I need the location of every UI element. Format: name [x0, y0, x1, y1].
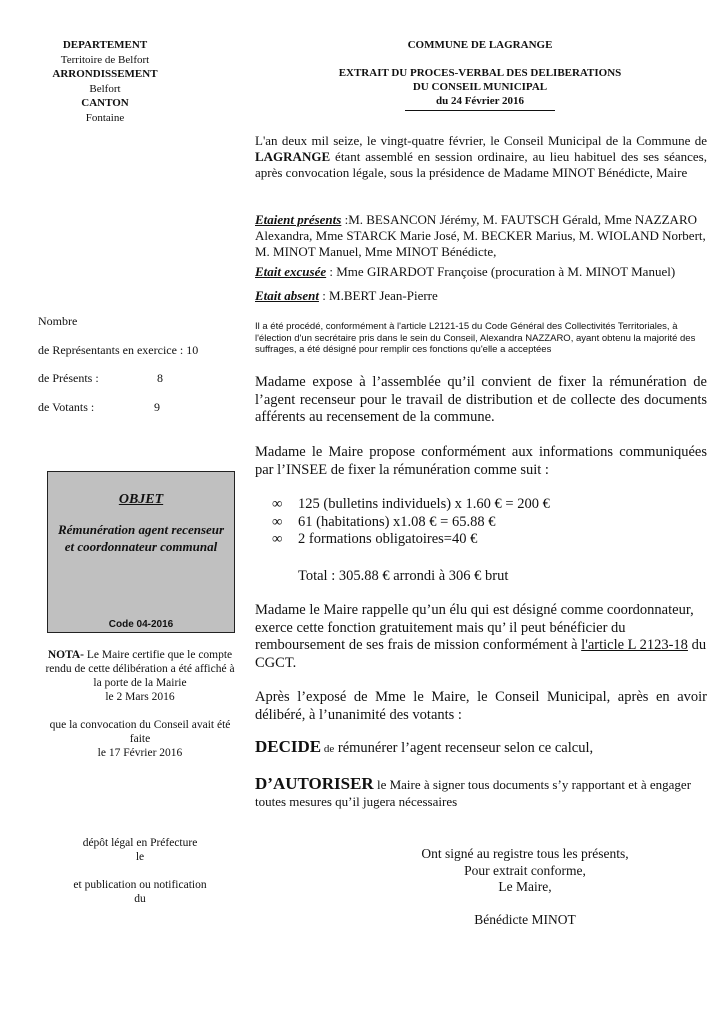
- decide-keyword: DECIDE: [255, 737, 322, 756]
- infinity-bullet-icon: ∞: [272, 496, 283, 512]
- intro-text-start: L'an deux mil seize, le vingt-quatre février, le Conseil Municipal de la Commune de: [255, 133, 707, 148]
- presents-label: Etaient présents: [255, 212, 342, 227]
- signature-block: [355, 846, 695, 928]
- stats-representants: de Représentants en exercice : 10: [38, 343, 199, 357]
- total-line: Total : 305.88 € arrondi à 306 € brut: [298, 568, 509, 584]
- propose-paragraph: Madame le Maire propose conformément aux informations communiquées par l’INSEE de fixer la rémunération comme suit :: [255, 444, 707, 478]
- presents-list: :M. BESANCON Jérémy, M. FAUTSCH Gérald, Mme NAZZARO Alexandra, Mme STARCK Marie José, M. BECKER Marius, M. WIOLAND Norbert, M. MINOT Manuel, Mme MINOT Bénédicte,: [255, 212, 706, 259]
- objet-code: Code 04-2016: [108, 619, 174, 630]
- stats-nombre-label: Nombre: [38, 314, 78, 328]
- presents-paragraph: [255, 212, 707, 260]
- apres-paragraph: Après l’exposé de Mme le Maire, le Conseil Municipal, après en avoir délibéré, à l’unanimité des votants :: [255, 689, 707, 723]
- depot-le: le: [135, 851, 145, 863]
- decide-paragraph: [255, 738, 707, 759]
- departement-label: DEPARTEMENT: [62, 39, 148, 51]
- header-divider: [405, 110, 555, 111]
- secretary-note: Il a été procédé, conformément à l'article L2121-15 du Code Général des Collectivités Territoriales, à l'élection d'un secrétaire pris dans le sein du Conseil, Alexandra NAZZARO, ayant obtenu la majorité des suffrages, a été désigné pour remplir ces fonctions qu'elle a acceptées: [255, 321, 696, 355]
- administrative-header: [20, 38, 190, 125]
- stats-votants-value: 9: [154, 400, 160, 414]
- signature-line2: Pour extrait conforme,: [464, 862, 586, 878]
- excusee-text: : Mme GIRARDOT Françoise (procuration à M. MINOT Manuel): [326, 264, 676, 279]
- arrondissement-value: Belfort: [89, 82, 121, 95]
- intro-text-end: étant assemblé en session ordinaire, au lieu habituel des ses séances, après convocation légale, sous la présidence de Madame MINOT Bénédicte, Maire: [255, 149, 707, 180]
- decide-text: rémunérer l’agent recenseur selon ce calcul,: [334, 740, 594, 756]
- nota-block: [40, 648, 240, 760]
- mayor-name: Bénédicte MINOT: [474, 911, 576, 927]
- decide-de: de: [321, 743, 335, 755]
- nota-certification: [40, 648, 240, 690]
- bullet-text: 61 (habitations) x1.08 € = 65.88 €: [298, 513, 496, 530]
- excusee-label: Etait excusée: [255, 264, 327, 279]
- arrondissement-label: ARRONDISSEMENT: [52, 68, 158, 80]
- absent-paragraph: [255, 288, 707, 304]
- nota-affichage-date: le 2 Mars 2016: [105, 691, 175, 703]
- infinity-bullet-icon: ∞: [272, 531, 283, 547]
- list-item: [272, 531, 692, 549]
- canton-value: Fontaine: [85, 111, 125, 124]
- document-header: [255, 38, 705, 111]
- extrait-title-line2: DU CONSEIL MUNICIPAL: [412, 81, 548, 93]
- commune-title: COMMUNE DE LAGRANGE: [407, 39, 553, 51]
- publication-du: du: [134, 893, 146, 905]
- extrait-title-line1: EXTRAIT DU PROCES-VERBAL DES DELIBERATIONS: [338, 67, 622, 79]
- rappelle-paragraph: [255, 602, 707, 672]
- stats-presents-label: de Présents :: [38, 371, 99, 385]
- bullet-text: 2 formations obligatoires=40 €: [298, 531, 478, 547]
- departement-value: Territoire de Belfort: [60, 53, 150, 66]
- absent-label: Etait absent: [255, 288, 319, 303]
- autoriser-text: le Maire à signer tous documents s’y rapportant et à engager toutes mesures qu’il jugera nécessaires: [255, 777, 692, 809]
- absent-text: : M.BERT Jean-Pierre: [318, 288, 438, 303]
- nota-text: Le Maire certifie que le compte rendu de cette délibération a été affiché à la porte de la Mairie: [45, 649, 235, 689]
- rappelle-end: du CGCT.: [255, 637, 707, 671]
- nota-convocation-date: le 17 Février 2016: [97, 747, 183, 759]
- list-item: [272, 496, 692, 514]
- bullet-text: 125 (bulletins individuels) x 1.60 € = 200 €: [298, 496, 550, 512]
- depot-label: dépôt légal en Préfecture: [82, 837, 198, 849]
- rappelle-text: Madame le Maire rappelle qu’un élu qui est désigné comme coordonnateur, exerce cette fonction gratuitement mais qu’ il peut bénéficier du remboursement de ses frais de mission conformément à: [255, 602, 694, 653]
- article-reference: l'article L 2123-18: [581, 637, 688, 653]
- depot-block: [40, 836, 240, 906]
- signature-line1: Ont signé au registre tous les présents,: [421, 846, 629, 861]
- nota-convocation: que la convocation du Conseil avait été faite: [49, 719, 231, 745]
- remuneration-list: [272, 496, 692, 549]
- intro-paragraph: [255, 133, 707, 181]
- stats-presents-value: 8: [157, 371, 163, 385]
- excusee-paragraph: [255, 264, 707, 280]
- canton-label: CANTON: [81, 97, 129, 109]
- infinity-bullet-icon: ∞: [272, 513, 283, 530]
- objet-title: OBJET: [118, 492, 164, 507]
- autoriser-paragraph: [255, 775, 707, 810]
- meeting-date: du 24 Février 2016: [435, 95, 525, 107]
- objet-subject: Rémunération agent recenseur et coordonnateur communal: [57, 522, 225, 554]
- expose-paragraph: Madame expose à l’assemblée qu’il convient de fixer la rémunération de l’agent recenseur pour le travail de distribution et de collecte des documents afférents au recensement de la commune.: [255, 374, 707, 425]
- nota-label: NOTA-: [47, 649, 85, 661]
- stats-votants-label: de Votants :: [38, 400, 95, 414]
- autoriser-keyword: D’AUTORISER: [255, 774, 374, 793]
- list-item: [272, 514, 692, 532]
- signature-line3: Le Maire,: [498, 879, 552, 894]
- publication-label: et publication ou notification: [73, 879, 207, 891]
- commune-name: LAGRANGE: [255, 149, 331, 164]
- objet-box: [47, 471, 235, 633]
